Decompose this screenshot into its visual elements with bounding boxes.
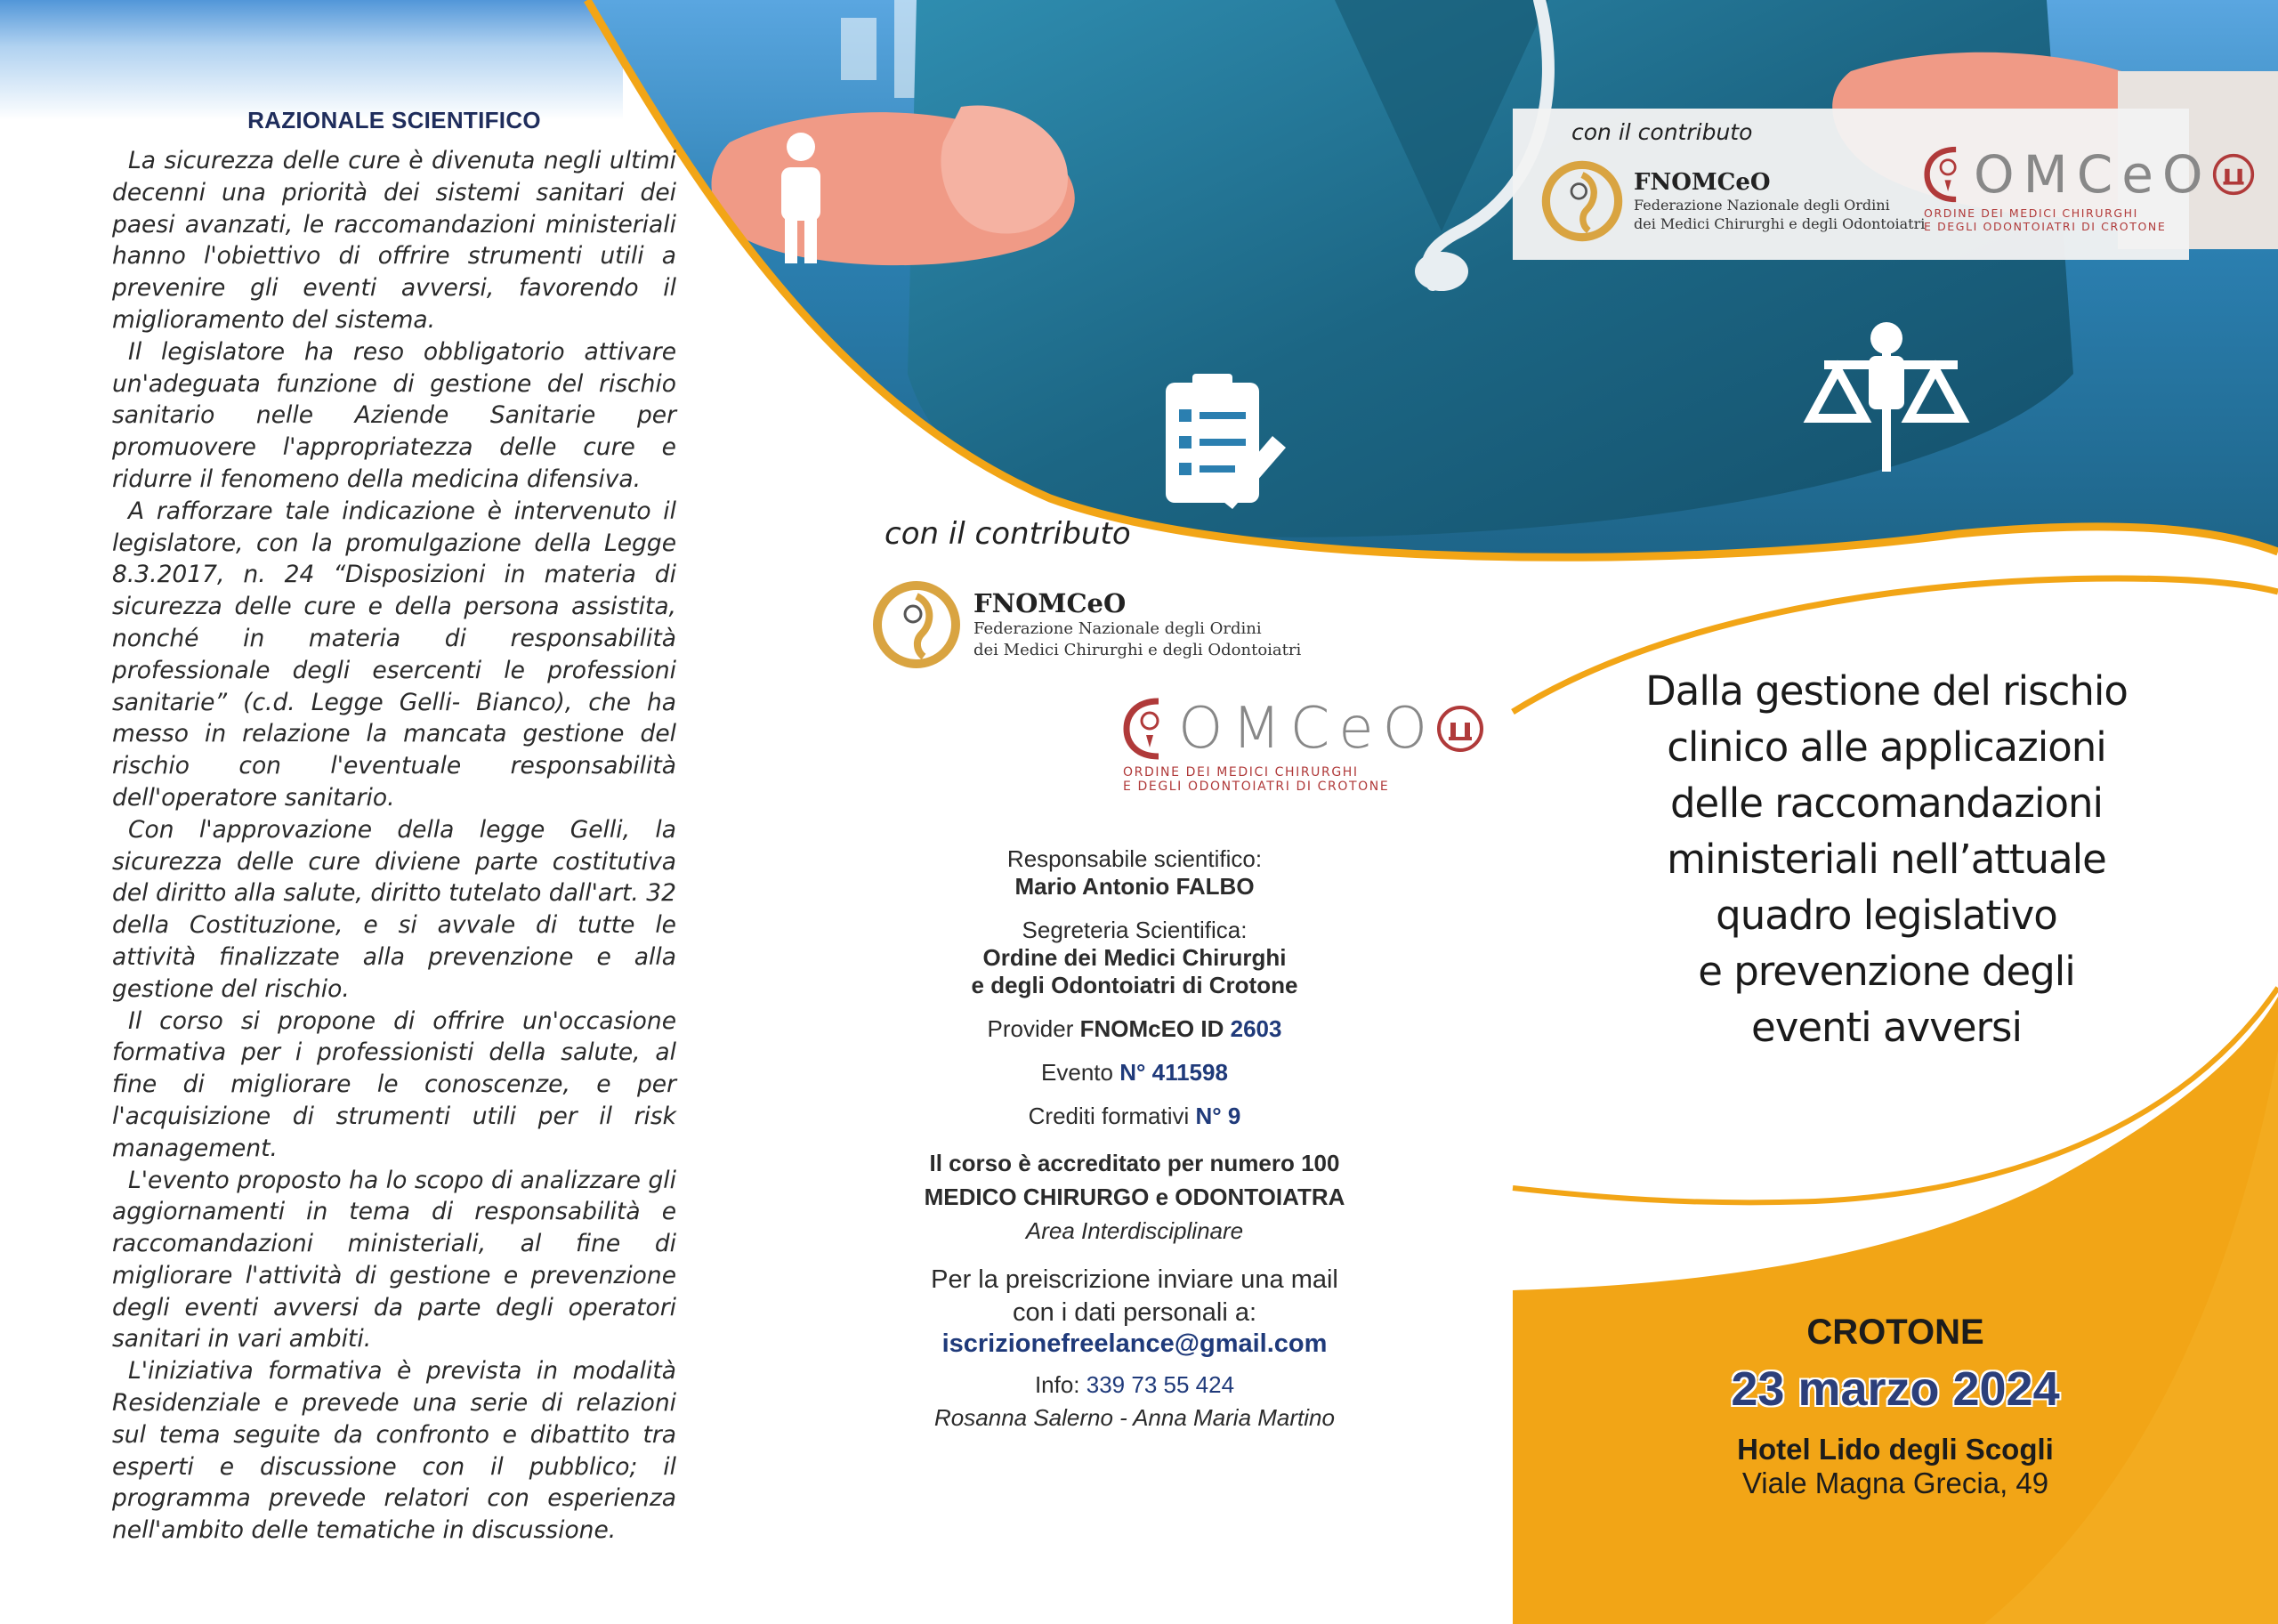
evento-label: Evento bbox=[1041, 1059, 1113, 1086]
rationale-paragraph: A rafforzare tale indicazione è intervenuto il legislatore, con la promulgazione della Legge 8.3.2017, n. 24 “Disposizioni in materia di sicurezza delle cure e della persona assistita, nonché in materia di responsabilità professionale degli esercenti le professioni sanitarie” (c.d. Legge Gelli- Bianco), che ha messo in relazione la mancata gestione del rischio con l'eventuale responsabilità dell'operatore sanitario. bbox=[112, 497, 676, 812]
course-title-line: clinico alle applicazioni bbox=[1667, 723, 2106, 771]
rationale-panel bbox=[112, 107, 676, 1547]
preiscrizione-line: Per la preiscrizione inviare una mail bbox=[931, 1265, 1338, 1294]
omceo-emblem-icon bbox=[1123, 698, 1178, 760]
fnomceo-name: FNOMCeO bbox=[973, 588, 1127, 618]
course-title bbox=[1566, 663, 2207, 1055]
crediti-label: Crediti formativi bbox=[1028, 1103, 1190, 1129]
course-title-line: ministeriali nell’attuale bbox=[1667, 836, 2106, 883]
omceo-wordmark: OMCeO bbox=[1974, 144, 2212, 205]
fnomceo-subtitle: Federazione Nazionale degli Ordini bbox=[1634, 197, 1890, 214]
omceo-logo bbox=[1123, 696, 1484, 794]
event-details bbox=[1513, 1313, 2278, 1500]
sponsors-label: con il contributo bbox=[1571, 119, 1753, 145]
event-city: CROTONE bbox=[1806, 1313, 1984, 1352]
crediti-line bbox=[854, 1103, 1415, 1130]
omceo-badge-icon bbox=[1436, 705, 1484, 753]
event-address: Viale Magna Grecia, 49 bbox=[1741, 1466, 2049, 1499]
fnomceo-emblem-icon bbox=[1539, 158, 1625, 244]
rationale-paragraph: L'evento proposto ha lo scopo di analizzare gli aggiornamenti in tema di responsabilità e raccomandazioni ministeriali, al fine di migliorare l'attività di gestione e prevenzione degli eventi avversi da parte degli operatori sanitari in vari ambiti. bbox=[112, 1166, 676, 1353]
top-sponsors-box bbox=[1513, 109, 2212, 260]
fnomceo-logo bbox=[1539, 158, 1925, 244]
rationale-paragraph: Con l'approvazione della legge Gelli, la sicurezza delle cure diviene parte costitutiva del diritto alla salute, diritto tutelato dall'art. 32 della Costituzione, e si avvale di tutte le attività finalizzate alla prevenzione e alla gestione del rischio. bbox=[112, 815, 676, 1003]
rationale-paragraph: Il corso si propone di offrire un'occasione formativa per i professionisti della salute, al fine di migliorare le conoscenze, e per l'acquisizione di strumenti utili per il risk management. bbox=[112, 1006, 676, 1162]
accreditation-line: MEDICO CHIRURGO e ODONTOIATRA bbox=[924, 1184, 1345, 1210]
fnomceo-subtitle: dei Medici Chirurghi e degli Odontoiatri bbox=[1634, 215, 1926, 232]
rationale-paragraph: L'iniziativa formativa è prevista in modalità Residenziale e prevede una serie di relazioni sul tema seguite da confronto e dibattito tra esperti e discussione con il pubblico; il programma prevede relatori con esperienza nell'ambito delle tematiche in discussione. bbox=[112, 1357, 676, 1545]
course-title-line: Dalla gestione del rischio bbox=[1645, 667, 2128, 715]
omceo-badge-icon bbox=[2212, 153, 2255, 196]
info-phone[interactable]: 339 73 55 424 bbox=[1086, 1371, 1235, 1398]
crediti-number: N° 9 bbox=[1195, 1103, 1241, 1129]
info-line bbox=[854, 1371, 1415, 1399]
rationale-paragraph: Il legislatore ha reso obbligatorio attivare un'adeguata funzione di gestione del rischio sanitario nelle Aziende Sanitarie per promuovere l'appropriatezza delle cure e ridurre il fenomeno della medicina difensiva. bbox=[112, 337, 676, 493]
fnomceo-name: FNOMCeO bbox=[1634, 169, 1771, 196]
resp-name: Mario Antonio FALBO bbox=[1014, 873, 1255, 900]
omceo-subtitle: ORDINE DEI MEDICI CHIRURGHI bbox=[1123, 765, 1359, 780]
resp-label: Responsabile scientifico: bbox=[1006, 845, 1263, 872]
provider-line bbox=[854, 1015, 1415, 1043]
evento-line bbox=[854, 1059, 1415, 1087]
fnomceo-subtitle: Federazione Nazionale degli Ordini bbox=[973, 619, 1262, 638]
segreteria-label: Segreteria Scientifica: bbox=[1022, 917, 1248, 943]
course-title-line: eventi avversi bbox=[1751, 1004, 2022, 1051]
event-date: 23 marzo 2024 bbox=[1731, 1362, 2060, 1416]
segreteria-line: Ordine dei Medici Chirurghi bbox=[982, 944, 1287, 971]
course-title-line: quadro legislativo bbox=[1716, 892, 2057, 939]
sponsors-label: con il contributo bbox=[885, 516, 1131, 552]
provider-label: Provider bbox=[987, 1015, 1074, 1042]
rationale-paragraph: La sicurezza delle cure è divenuta negli ultimi decenni una priorità dei sistemi sanitari dei paesi avanzati, le raccomandazioni ministeriali hanno l'obiettivo di offrire strumenti utili a prevenire gli eventi avversi, favorendo il miglioramento del sistema. bbox=[112, 147, 676, 334]
event-venue: Hotel Lido degli Scogli bbox=[1737, 1433, 2054, 1466]
fnomceo-emblem-icon bbox=[870, 578, 963, 671]
event-info bbox=[854, 845, 1415, 1432]
course-title-line: delle raccomandazioni bbox=[1669, 780, 2104, 827]
course-title-line: e prevenzione degli bbox=[1698, 948, 2075, 995]
omceo-wordmark: OMCeO bbox=[1178, 696, 1437, 762]
info-label: Info: bbox=[1034, 1371, 1080, 1398]
fnomceo-subtitle: dei Medici Chirurghi e degli Odontoiatri bbox=[973, 641, 1302, 659]
segreteria-line: e degli Odontoiatri di Crotone bbox=[971, 972, 1298, 998]
omceo-subtitle: ORDINE DEI MEDICI CHIRURGHI bbox=[1924, 206, 2138, 220]
accreditation-line: Il corso è accreditato per numero 100 bbox=[929, 1150, 1340, 1176]
provider-name: FNOMcEO ID bbox=[1079, 1015, 1224, 1042]
contacts-names: Rosanna Salerno - Anna Maria Martino bbox=[934, 1404, 1335, 1431]
preiscrizione-line: con i dati personali a: bbox=[1012, 1298, 1257, 1327]
omceo-emblem-icon bbox=[1924, 146, 1974, 203]
fnomceo-logo bbox=[870, 578, 1301, 671]
evento-number: N° 411598 bbox=[1119, 1059, 1228, 1086]
accreditation-area: Area Interdisciplinare bbox=[1025, 1217, 1244, 1244]
omceo-logo bbox=[1924, 144, 2255, 233]
rationale-title: RAZIONALE SCIENTIFICO bbox=[247, 107, 541, 133]
email-link[interactable]: iscrizionefreelance@gmail.com bbox=[941, 1329, 1328, 1358]
omceo-subtitle: E DEGLI ODONTOIATRI DI CROTONE bbox=[1924, 220, 2167, 233]
omceo-subtitle: E DEGLI ODONTOIATRI DI CROTONE bbox=[1123, 780, 1390, 794]
provider-id: 2603 bbox=[1230, 1015, 1282, 1042]
